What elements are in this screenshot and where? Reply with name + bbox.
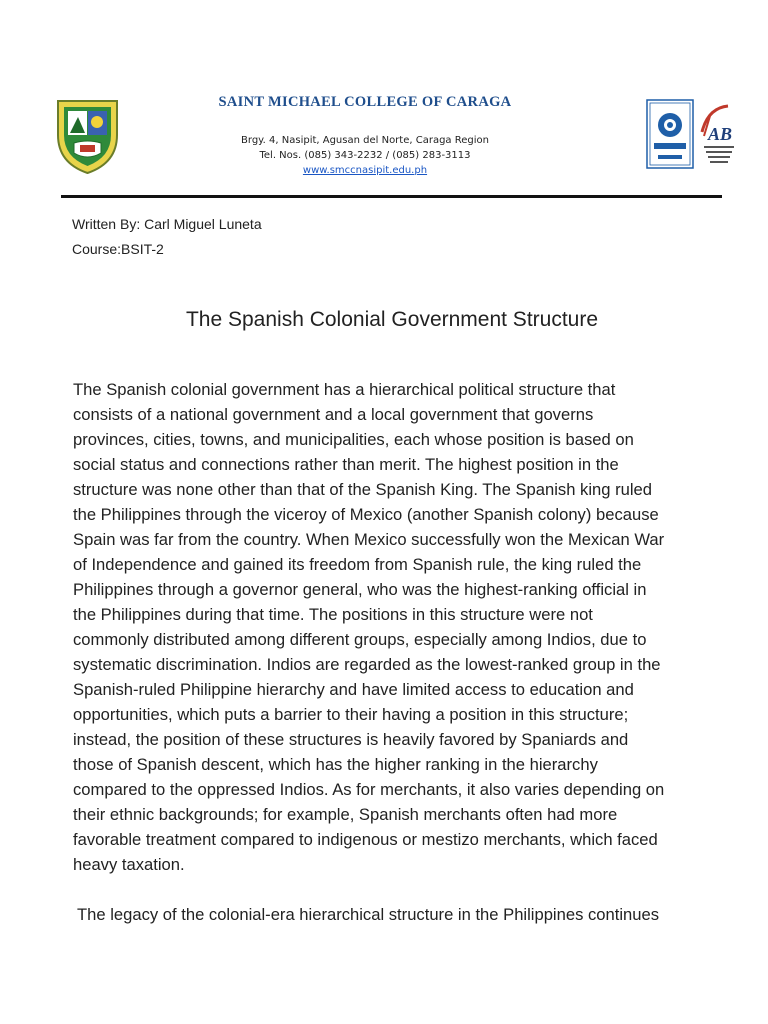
paragraph-line: heavy taxation.	[73, 855, 185, 874]
author-line: Written By: Carl Miguel Luneta	[72, 216, 262, 232]
svg-text:AB: AB	[708, 124, 733, 144]
paragraph-line: Philippines through a governor general, who was the highest-ranking official in	[73, 580, 647, 599]
college-name: SAINT MICHAEL COLLEGE OF CARAGA	[218, 94, 512, 110]
course-line: Course:BSIT-2	[72, 241, 164, 257]
paragraph-line: favorable treatment compared to indigenous or mestizo merchants, which faced	[73, 830, 658, 849]
paragraph-line: systematic discrimination. Indios are regarded as the lowest-ranked group in the	[73, 655, 661, 674]
paragraph-line: of Independence and gained its freedom from Spanish rule, the king ruled the	[73, 555, 642, 574]
paragraph-line: commonly distributed among different groups, especially among Indios, due to	[73, 630, 647, 649]
paragraph-line: Spain was far from the country. When Mexico successfully won the Mexican War	[73, 530, 665, 549]
paragraph-line: compared to the oppressed Indios. As for merchants, it also varies depending on	[73, 780, 665, 799]
paragraph-line: the Philippines through the viceroy of Mexico (another Spanish colony) because	[73, 505, 659, 524]
body-paragraph-1	[73, 377, 713, 877]
paragraph-line: provinces, cities, towns, and municipalities, each whose position is based on	[73, 430, 634, 449]
paragraph-line: the Philippines during that time. The positions in this structure were not	[73, 605, 593, 624]
paragraph-line: instead, the position of these structures is heavily favored by Spaniards and	[73, 730, 629, 749]
body-paragraph-2	[77, 902, 717, 927]
paragraph-line: Spanish-ruled Philippine hierarchy and have limited access to education and	[73, 680, 634, 699]
college-seal-logo	[50, 95, 125, 175]
paragraph-line: The legacy of the colonial-era hierarchical structure in the Philippines continues	[77, 905, 660, 924]
document-title: The Spanish Colonial Government Structure	[185, 308, 599, 331]
paragraph-line: opportunities, which puts a barrier to their having a position in this structure;	[73, 705, 629, 724]
paragraph-line: structure was none other than that of the Spanish King. The Spanish king ruled	[73, 480, 652, 499]
header-divider	[61, 195, 722, 198]
paragraph-line: social status and connections rather than merit. The highest position in the	[73, 455, 619, 474]
paragraph-line: their ethnic backgrounds; for example, Spanish merchants often had more	[73, 805, 618, 824]
paragraph-line: consists of a national government and a local government that governs	[73, 405, 594, 424]
college-address: Brgy. 4, Nasipit, Agusan del Norte, Caraga Region	[241, 135, 489, 146]
college-phone: Tel. Nos. (085) 343-2232 / (085) 283-3113	[259, 150, 471, 161]
paragraph-line: those of Spanish descent, which has the higher ranking in the hierarchy	[73, 755, 598, 774]
college-website-link[interactable]: www.smccnasipit.edu.ph	[302, 165, 428, 176]
paragraph-line: The Spanish colonial government has a hierarchical political structure that	[73, 380, 616, 399]
iab-accreditation-logo	[698, 102, 738, 168]
socotec-iso-9001-logo	[646, 99, 694, 169]
